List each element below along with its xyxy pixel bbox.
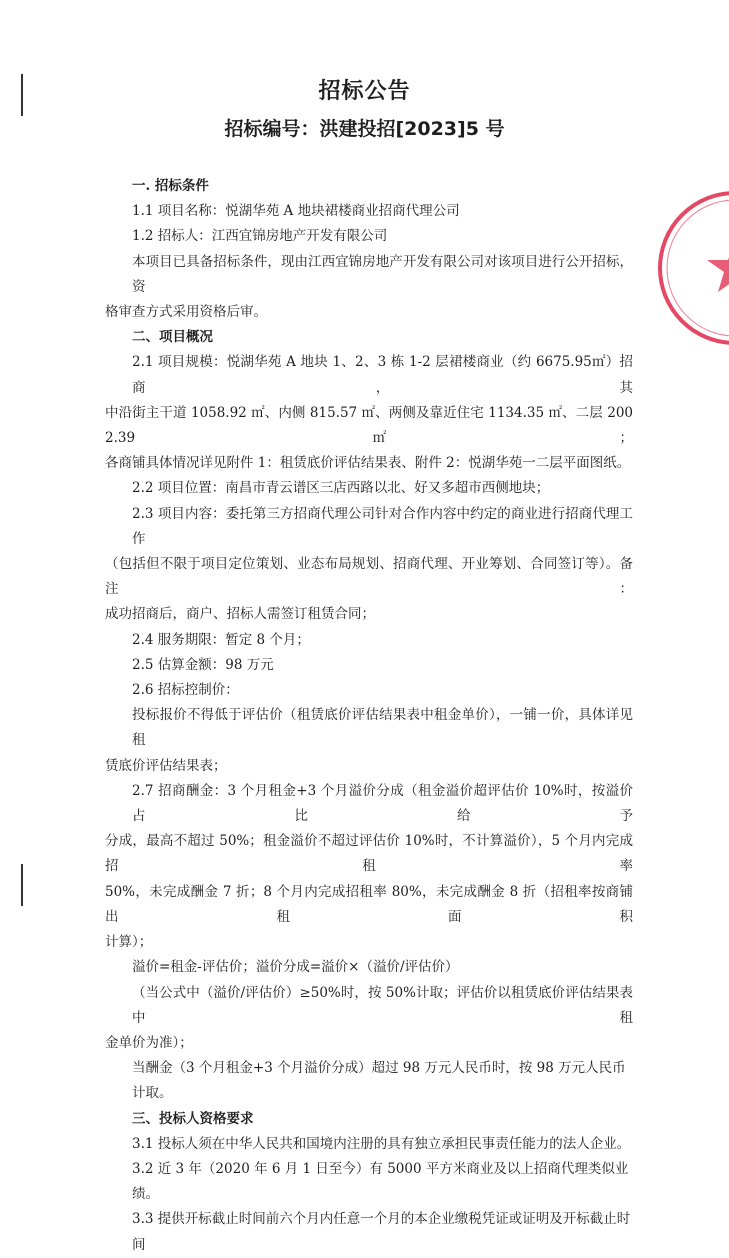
text-line: 本项目已具备招标条件，现由江西宜锦房地产开发有限公司对该项目进行公开招标，资: [132, 253, 633, 295]
text-line: 2.2 项目位置：南昌市青云谱区三店西路以北、好又多超市西侧地块；: [132, 480, 550, 497]
paragraph: [105, 779, 633, 955]
text-line: 50%，未完成酬金 7 折；8 个月内完成招租率 80%，未完成酬金 8 折（招租率按商铺出租面积: [105, 883, 633, 925]
paragraph: [105, 350, 633, 476]
text-line: 2.5 估算金额：98 万元: [132, 656, 274, 673]
seal-star-icon: [707, 240, 729, 292]
text-line: 2.7 招商酬金：3 个月租金+3 个月溢价分成（租金溢价超评估价 10%时，按溢价占比给予: [132, 782, 633, 825]
paragraph: [105, 628, 633, 653]
paragraph: [105, 653, 633, 678]
paragraph: [105, 1132, 633, 1157]
text-line: 一. 招标条件: [132, 178, 209, 194]
text-line: 成功招商后，商户、招标人需签订租赁合同；: [105, 606, 375, 623]
binding-mark-bottom: [21, 864, 23, 906]
section-heading: [105, 174, 633, 199]
text-line: 2.3 项目内容：委托第三方招商代理公司针对合作内容中约定的商业进行招商代理工作: [132, 505, 633, 547]
tender-number: 招标编号：洪建投招[2023]5 号: [224, 118, 505, 140]
paragraph: [105, 1157, 633, 1207]
text-line: 赁底价评估结果表；: [105, 757, 227, 774]
text-line: 2.1 项目规模：悦湖华苑 A 地块 1、2、3 栋 1-2 层裙楼商业（约 6675.95㎡）招商，其: [132, 354, 633, 396]
text-line: 2.6 招标控制价：: [132, 682, 239, 699]
text-line: 2.4 服务期限：暂定 8 个月；: [132, 631, 310, 648]
text-line: 计算）；: [105, 934, 153, 951]
text-line: （包括但不限于项目定位策划、业态布局规划、招商代理、开业筹划、合同签订等）。备注：: [105, 556, 633, 598]
paragraph: [105, 703, 633, 779]
text-line: 3.2 近 3 年（2020 年 6 月 1 日至今）有 5000 平方米商业及以上招商代理类似业绩。: [132, 1160, 629, 1203]
text-line: 3.3 提供开标截止时间前六个月内任意一个月的本企业缴税凭证或证明及开标截止时间: [132, 1211, 631, 1253]
text-line: 二、项目概况: [132, 329, 213, 346]
paragraph: [105, 199, 633, 224]
text-line: 1.2 招标人：江西宜锦房地产开发有限公司: [132, 228, 388, 245]
text-line: 分成，最高不超过 50%；租金溢价不超过评估价 10%时，不计算溢价），5 个月内完成招租率: [105, 833, 633, 875]
text-line: 中沿街主干道 1058.92 ㎡、内侧 815.57 ㎡、两侧及靠近住宅 1134.35 ㎡、二层 2002.39 ㎡；: [105, 404, 633, 447]
paragraph: [105, 678, 633, 703]
text-line: 投标报价不得低于评估价（租赁底价评估结果表中租金单价），一铺一价，具体详见租: [132, 707, 633, 749]
text-line: 格审查方式采用资格后审。: [105, 304, 267, 321]
company-seal: [650, 188, 729, 348]
paragraph: [105, 502, 633, 628]
text-line: 1.1 项目名称：悦湖华苑 A 地块裙楼商业招商代理公司: [132, 203, 460, 220]
page-title: 招标公告: [318, 79, 411, 104]
paragraph: [105, 224, 633, 249]
paragraph: [105, 250, 633, 326]
section-heading: [105, 325, 633, 350]
paragraph: [105, 1056, 633, 1106]
paragraph: [105, 476, 633, 501]
section-heading: [105, 1107, 633, 1132]
text-line: 三、投标人资格要求: [132, 1110, 254, 1127]
text-line: （当公式中（溢价/评估价）≥50%时，按 50%计取；评估价以租赁底价评估结果表中租: [132, 984, 633, 1026]
paragraph: [105, 981, 633, 1057]
text-line: 3.1 投标人须在中华人民共和国境内注册的具有独立承担民事责任能力的法人企业。: [132, 1135, 631, 1152]
text-line: 当酬金（3 个月租金+3 个月溢价分成）超过 98 万元人民币时，按 98 万元人民币计取。: [132, 1060, 626, 1102]
paragraph: [105, 955, 633, 980]
paragraph: [105, 1207, 633, 1257]
text-line: 金单价为准）；: [105, 1034, 193, 1051]
document-body: [105, 174, 633, 1258]
text-line: 溢价=租金-评估价；溢价分成=溢价×（溢价/评估价）: [132, 959, 459, 976]
text-line: 各商铺具体情况详见附件 1：租赁底价评估结果表、附件 2：悦湖华苑一二层平面图纸。: [105, 455, 631, 472]
